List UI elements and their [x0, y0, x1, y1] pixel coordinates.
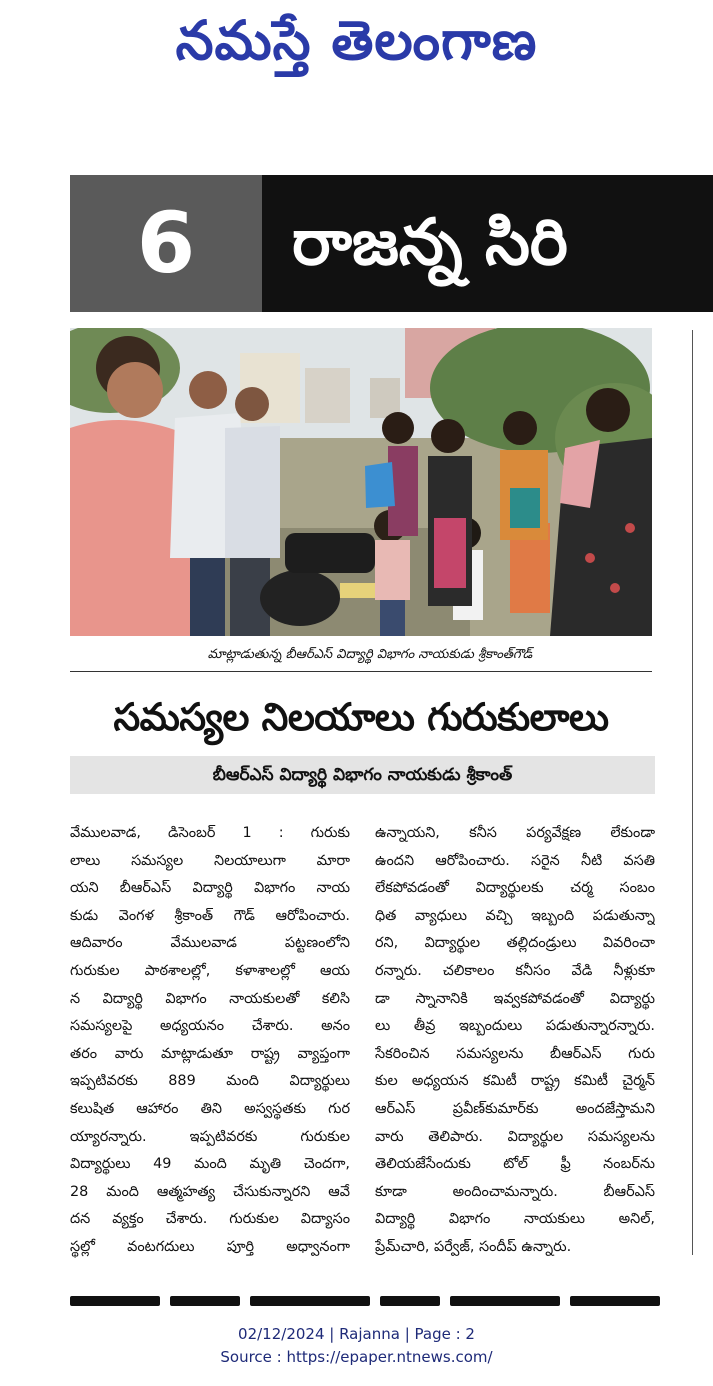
caption-divider	[70, 671, 652, 672]
body-line: ఇప్పటివరకు 889 మంది విద్యార్థులు	[70, 1073, 350, 1090]
body-line: ఆదివారం వేములవాడ పట్టణంలోని	[70, 935, 350, 952]
next-headline-fragment	[70, 1288, 690, 1306]
body-line: రని, విద్యార్థుల తల్లిదండ్రులు వివరించా	[375, 935, 655, 952]
body-line: 28 మంది ఆత్మహత్య చేసుకున్నారని ఆవే	[70, 1183, 350, 1200]
body-line: యని బీఆర్ఎస్ విద్యార్థి విభాగం నాయ	[70, 880, 350, 897]
article-headline: సమస్యల నిలయాలు గురుకులాలు	[113, 695, 609, 739]
body-line: వారు తెలిపారు. విద్యార్థుల సమస్యలను	[375, 1128, 655, 1145]
article-subheadline: బీఆర్ఎస్ విద్యార్థి విభాగం నాయకుడు శ్రీకాంత్	[70, 756, 655, 794]
body-line: దన వ్యక్తం చేశారు. గురుకుల విద్యాసం	[70, 1211, 350, 1228]
section-banner	[70, 175, 713, 312]
footer-source-line: Source : https://epaper.ntnews.com/	[220, 1348, 493, 1366]
body-line: తెలియజేసేందుకు టోల్ ఫ్రీ నంబర్‌ను	[375, 1156, 655, 1173]
body-line: ప్రేమ్‌చారి, పర్వేజ్, సందీప్ ఉన్నారు.	[375, 1238, 572, 1255]
section-title: రాజన్న సిరి	[262, 175, 713, 312]
photo-caption: మాట్లాడుతున్న బీఆర్ఎస్ విద్యార్థి విభాగం నాయకుడు శ్రీకాంత్‌గౌడ్	[207, 647, 533, 662]
body-line: విద్యార్థులు 49 మంది మృతి చెందగా,	[70, 1156, 350, 1173]
body-line: కుడు వెంగళ శ్రీకాంత్ గౌడ్ ఆరోపించారు.	[70, 907, 350, 924]
body-line: సమస్యలపై అధ్యయనం చేశారు. అనం	[70, 1018, 350, 1035]
body-line: కుల అధ్యయన కమిటీ రాష్ట్ర కమిటీ చైర్మన్	[375, 1073, 655, 1090]
article-column-right	[375, 820, 655, 1262]
body-line: రన్నారు. చలికాలం కనీసం వేడి నీళ్లుకూ	[375, 962, 655, 979]
body-line: య్యారన్నారు. ఇప్పటివరకు గురుకుల	[70, 1128, 350, 1145]
body-line: ఆర్ఎస్ ప్రవీణ్‌కుమార్‌కు అందజేస్తామని	[375, 1100, 655, 1117]
body-line: డా స్నానానికి ఇవ్వకపోవడంతో విద్యార్థు	[375, 990, 655, 1007]
news-photo	[70, 328, 652, 636]
newspaper-masthead: నమస్తే తెలంగాణ	[175, 9, 538, 72]
photo-illustration	[70, 328, 652, 636]
body-line: లు తీవ్ర ఇబ్బందులు పడుతున్నారన్నారు.	[375, 1018, 655, 1035]
body-line: వేములవాడ, డిసెంబర్ 1 : గురుకు	[70, 825, 350, 841]
body-line: న విద్యార్థి విభాగం నాయకులతో కలిసి	[70, 990, 350, 1007]
body-line: లేకపోవడంతో విద్యార్థులకు చర్మ సంబం	[375, 880, 655, 897]
body-line: తరం వారు మాట్లాడుతూ రాష్ట్ర వ్యాప్తంగా	[70, 1045, 350, 1062]
body-line: ధిత వ్యాధులు వచ్చి ఇబ్బంది పడుతున్నా	[375, 907, 655, 924]
body-line: లాలు సమస్యల నిలయాలుగా మారా	[70, 852, 350, 869]
body-line: ఉందని ఆరోపించారు. సరైన నీటి వసతి	[375, 852, 655, 869]
page-number: 6	[70, 175, 262, 312]
body-line: సేకరించిన సమస్యలను బీఆర్ఎస్ గురు	[375, 1045, 655, 1062]
body-line: ఉన్నాయని, కనీస పర్యవేక్షణ లేకుండా	[375, 825, 655, 841]
body-line: గురుకుల పాఠశాలల్లో, కళాశాలల్లో ఆయ	[70, 962, 350, 979]
article-column-left	[70, 820, 350, 1262]
body-line: కలుషిత ఆహారం తిని అస్వస్థతకు గుర	[70, 1100, 350, 1117]
body-line: స్థల్లో వంటగదులు పూర్తి అధ్వానంగా	[70, 1238, 350, 1255]
body-line: కూడా అందించామన్నారు. బీఆర్ఎస్	[375, 1183, 655, 1200]
column-divider	[692, 330, 693, 1255]
body-line: విద్యార్థి విభాగం నాయకులు అనిల్,	[375, 1211, 655, 1228]
footer-date-line: 02/12/2024 | Rajanna | Page : 2	[238, 1325, 475, 1343]
